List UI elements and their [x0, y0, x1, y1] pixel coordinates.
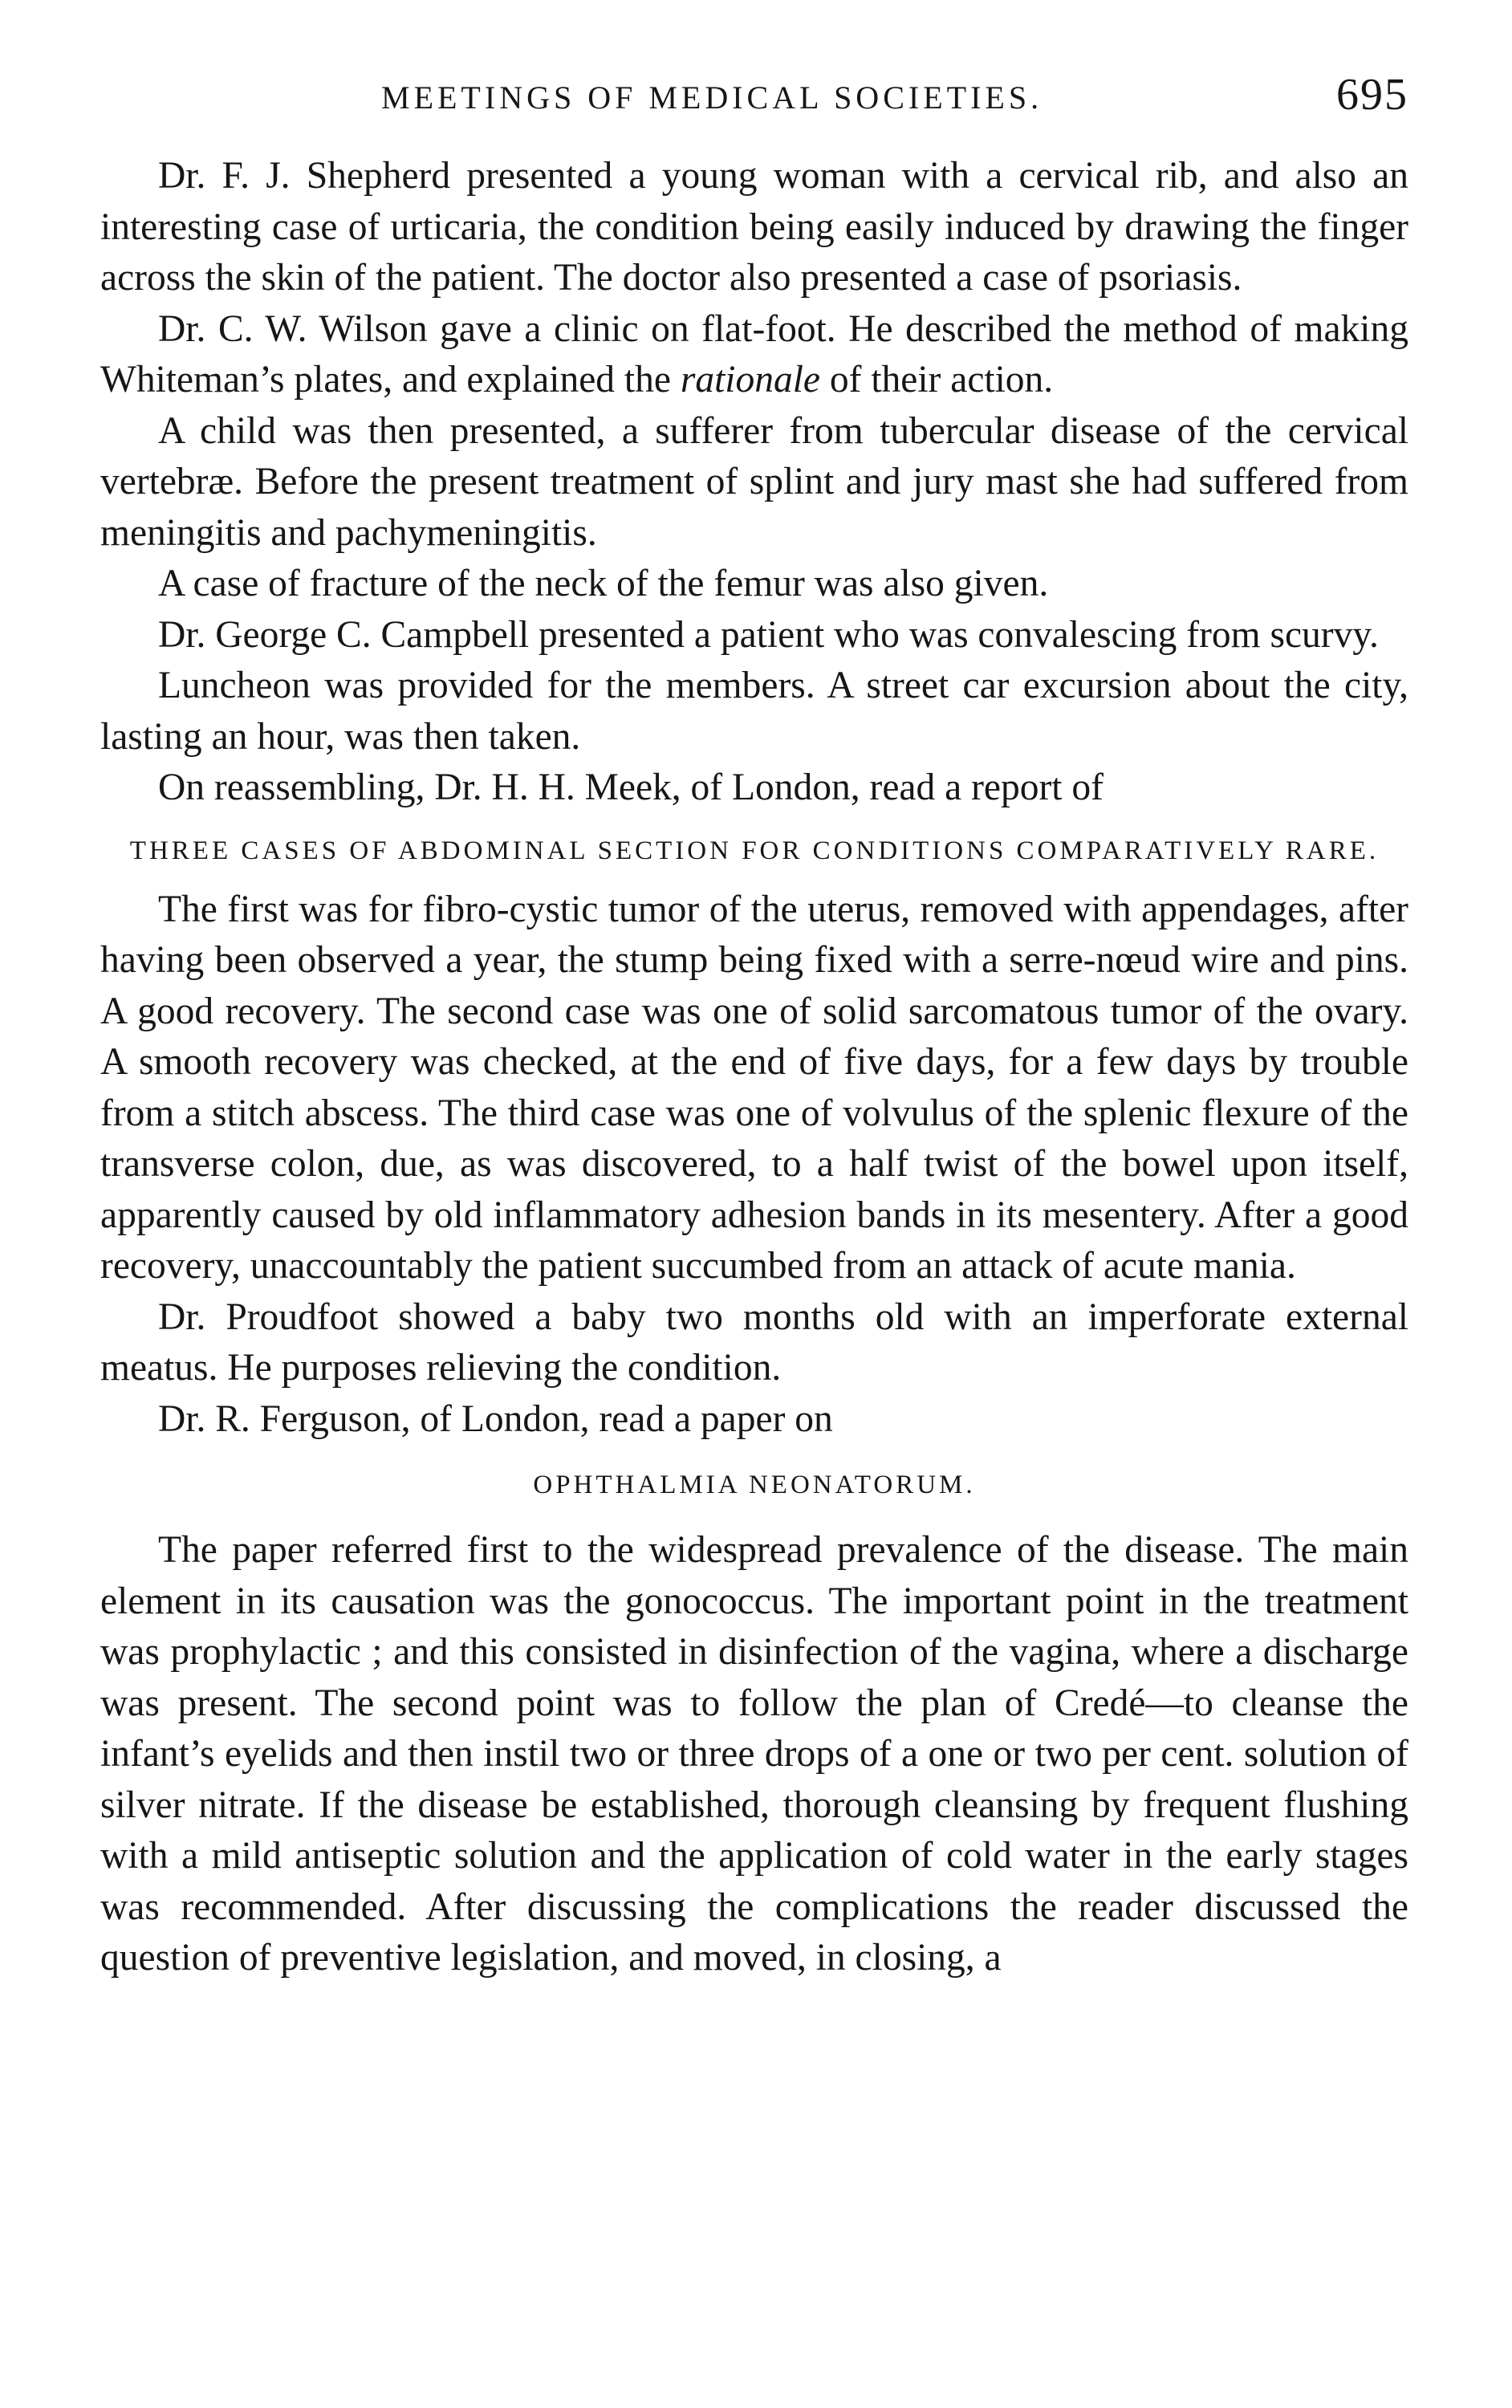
paragraph-ophthalmia: The paper referred first to the widespread prevalence of the disease. The main element in its causation was the gonococcus. The important point in the treatment was prophylactic ; and this consisted in disinfection of the vagina, where a discharge was present. The second point was to follow the plan of Credé—to cleanse the infant’s eyelids and then instil two or three drops of a one or two per cent. solution of silver nitrate. If the disease be established, thorough cleansing by frequent flushing with a mild antiseptic solution and the application of cold water in the early stages was recommended. After discussing the complications the reader discussed the question of preventive legislation, and moved, in closing, a [100, 1529, 1408, 1979]
page-number: 695 [1336, 70, 1408, 120]
paragraph-abdominal-cases: The first was for fibro-cystic tumor of the uterus, removed with appendages, after having been observed a year, the stump being fixed with a serre-nœud wire and pins. A good recovery. The second case was one of solid sarcomatous tumor of the ovary. A smooth recovery was checked, at the end of five days, for a few days by trouble from a stitch abscess. The third case was one of volvulus of the splenic flexure of the transverse colon, due, as was discovered, to a half twist of the bowel upon itself, apparently caused by old inflammatory adhesion bands in its mesentery. After a good recovery, unaccountably the patient succumbed from an attack of acute mania. [100, 888, 1408, 1287]
running-header [100, 56, 1408, 128]
running-title: MEETINGS OF MEDICAL SOCIETIES. [381, 79, 1043, 116]
paragraph-campbell: Dr. George C. Campbell presented a patient who was convalescing from scurvy. [158, 613, 1379, 656]
paragraph-proudfoot: Dr. Proudfoot showed a baby two months old with an imperforate external meatus. He purposes relieving the condition. [100, 1296, 1408, 1389]
paragraph-shepherd: Dr. F. J. Shepherd presented a young woman with a cervical rib, and also an interesting case of urticaria, the condition being easily induced by drawing the finger across the skin of the patient. The doctor also presented a case of psoriasis. [100, 155, 1408, 299]
paragraph-meek-intro: On reassembling, Dr. H. H. Meek, of London, read a report of [158, 767, 1104, 808]
paragraph-wilson-text-end: of their action. [820, 359, 1054, 401]
paragraph-wilson [100, 304, 1408, 406]
paragraph-luncheon: Luncheon was provided for the members. A street car excursion about the city, lasting an hour, was then taken. [100, 665, 1408, 758]
body-text [100, 151, 1408, 1984]
paragraph-wilson-text-start: Dr. C. W. Wilson gave a clinic on flat-foot. He described the method of making Whiteman’s plates, and explained the [100, 307, 1408, 401]
book-page [100, 56, 1408, 1984]
heading-ophthalmia: OPHTHALMIA NEONATORUM. [533, 1470, 976, 1499]
heading-abdominal-section: THREE CASES OF ABDOMINAL SECTION FOR CONDITIONS COMPARATIVELY RARE. [129, 836, 1380, 865]
paragraph-ferguson-intro: Dr. R. Ferguson, of London, read a paper on [158, 1397, 833, 1440]
rationale-italic: rationale [680, 359, 820, 401]
paragraph-child-case: A child was then presented, a sufferer from tubercular disease of the cervical vertebræ. Before the present treatment of splint and jury mast she had suffered from meningitis and pachymeningitis. [100, 409, 1408, 554]
paragraph-femur-case: A case of fracture of the neck of the femur was also given. [158, 563, 1049, 604]
